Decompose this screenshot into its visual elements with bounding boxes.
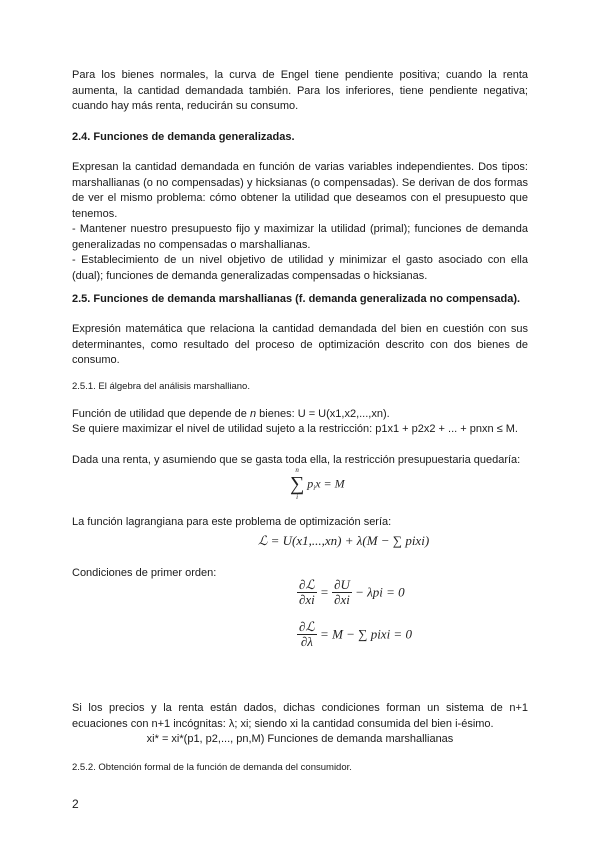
section-2-5-1-heading: 2.5.1. El álgebra del análisis marshalliano. [72, 381, 250, 392]
budget-rhs: x = M [315, 476, 345, 491]
intro-paragraph: Para los bienes normales, la curva de Engel tiene pendiente positiva; cuando la renta aumenta, la cantidad demandada también. Para los inferiores, tiene pendiente negativa; cuando hay más renta, reducirán su consumo. [72, 69, 528, 112]
first-order-conditions-label: Condiciones de primer orden: [72, 567, 217, 579]
first-order-condition-1: $\frac{\text{∂ℒ}}{\partial xi}$ = $\frac{\partial U}{\partial xi}$ − λpi = 0 [298, 577, 405, 607]
sum-upper-limit: n [295, 466, 299, 474]
section-2-5-2-heading: 2.5.2. Obtención formal de la función de demanda del consumidor. [72, 762, 352, 773]
maximize-text: Se quiere maximizar el nivel de utilidad sujeto a la restricción: p1x1 + p2x2 + ... + pnxn ≤ M. [72, 423, 518, 435]
section-2-4-paragraph-2: - Mantener nuestro presupuesto fijo y maximizar la utilidad (primal); funciones de demanda generalizadas no compensadas o marshallianas. [72, 223, 528, 251]
section-2-4-heading: 2.4. Funciones de demanda generalizadas. [72, 131, 295, 143]
utility-function-text: Función de utilidad que depende de n bienes: U = U(x1,x2,...,xn). [72, 408, 390, 420]
section-2-5-heading: 2.5. Funciones de demanda marshallianas (f. demanda generalizada no compensada). [72, 293, 521, 305]
section-2-5-paragraph: Expresión matemática que relaciona la cantidad demandada del bien en cuestión con sus determinantes, como resultado del proceso de optimización descrito con dos bienes de consumo. [72, 323, 528, 366]
first-order-condition-2: $\frac{\text{∂ℒ}}{\partial\lambda}$ = M − ∑ pixi = 0 [299, 619, 412, 649]
system-of-equations-text: Si los precios y la renta están dados, dichas condiciones forman un sistema de n+1 ecuaciones con n+1 incógnitas: λ; xi; siendo xi la cantidad consumida del bien i-ésimo. [72, 702, 528, 730]
lagrange-intro-text: La función lagrangiana para este problema de optimización sería: [72, 516, 392, 528]
sum-lower-limit: i [296, 493, 299, 501]
marshallian-demand-function: xi* = xi*(p1, p2,..., pn,M) Funciones de demanda marshallianas [146, 733, 454, 745]
page-number: 2 [72, 797, 79, 811]
budget-term-p: p [307, 476, 314, 491]
lagrangian-equation: ℒ = U(x1,...,xn) + λ(M − ∑ pixi) [258, 533, 430, 548]
section-2-4-paragraph-3: - Establecimiento de un nivel objetivo de utilidad y minimizar el gasto asociado con ella (dual); funciones de demanda generalizadas compensadas o hicksianas. [72, 254, 528, 282]
budget-intro-text: Dada una renta, y asumiendo que se gasta toda ella, la restricción presupuestaria quedaría: [72, 454, 521, 466]
summation-sign: ∑ [290, 473, 305, 495]
budget-constraint-equation: n ∑ i $p_ix = M$ [290, 466, 345, 501]
section-2-4-paragraph-1: Expresan la cantidad demandada en función de varias variables independientes. Dos tipos: marshallianas (o no compensadas) y hicksianas (o compensadas). Se derivan de dos formas de ver el mismo problema: cómo obtener la utilidad que deseamos con el presupuesto que tenemos. [72, 161, 528, 220]
